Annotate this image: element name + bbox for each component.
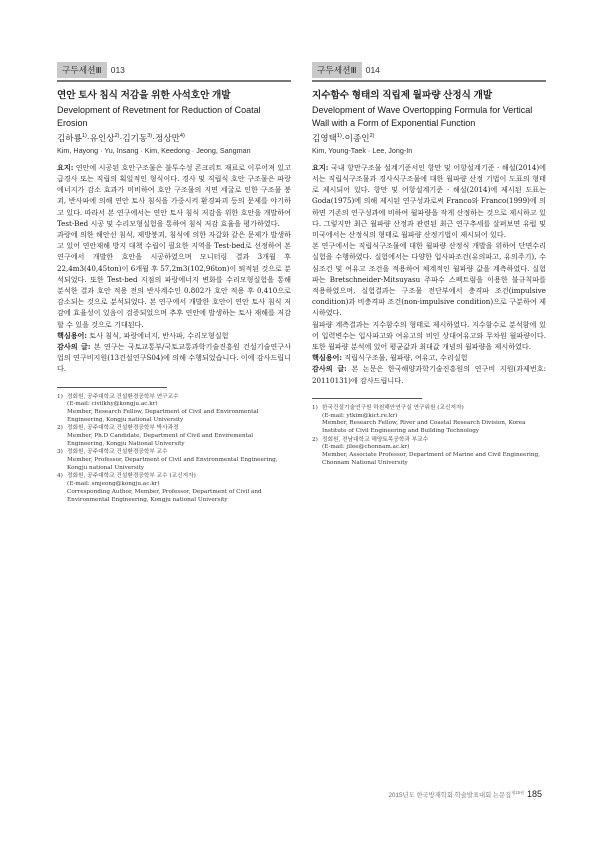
title-korean: 지수함수 형태의 직립제 월파량 산정식 개발	[312, 90, 493, 101]
footnote-line: 정회원, 공주대학교 건설환경공학부 연구교수	[67, 393, 179, 400]
author-name: 유인상	[89, 132, 115, 143]
session-header	[312, 58, 546, 78]
footnote-line: 한국건설기술연구원 하천해안연구실 연구위원 (교신저자)	[322, 404, 464, 411]
footnote-line: 정회원, 공주대학교 건설환경공학부 교수	[67, 449, 168, 456]
acknowledgement-label: 감사의 글:	[312, 364, 347, 374]
footnote	[57, 394, 291, 425]
page-footer	[389, 789, 542, 799]
keywords	[57, 330, 291, 341]
abstract-paragraph	[57, 162, 291, 229]
footnote-number: 1)	[312, 404, 318, 411]
right-article	[312, 58, 546, 468]
footnote	[312, 437, 546, 468]
footnote-line: 정회원, 공주대학교 건설환경공학부 박사과정	[67, 425, 179, 432]
article-body	[312, 162, 546, 386]
abstract-text: 연안에 시공된 호안구조물은 불투수성 콘크리트 재료로 이루어져 있고 급경사 또는 직립의 획일적인 형식이다. 경사 및 직립식 호안 구조물은 파랑에너지가 감소 효과가 미비하여 호안 구조물의 지면 세굴로 인한 구조물 붕괴, 반사파에 의해 연안 토사 침식을 가중시켜 환경파괴 등의 문제를 야기하고 있다. 따라서 본 연구에서는 연안 토사 침식 저감을 위한 호안을 개발하여 Test-Bed 시공 및 수리모형실험을 통하여 침식 저감 효율을 평가하였다.	[57, 162, 291, 228]
footnote-rule	[57, 387, 167, 388]
abstract-label: 요지:	[57, 162, 74, 172]
keywords-text: 토사 침식, 파랑에너지, 반사파, 수리모형실험	[87, 330, 229, 340]
acknowledgement-text: 본 연구는 국토교통부/국토교통과학기술진흥원 건설기술연구사업의 연구비지원(13건설연구S04)에 의해 수행되었습니다. 이에 감사드립니다.	[57, 342, 291, 374]
footnote-line: Member, Professor, Department of Civil and Environmental Engineering, Kongju national University	[67, 457, 278, 471]
author-name: 정상만	[155, 132, 180, 143]
footnote-number: 2)	[312, 436, 318, 443]
author-affiliation-marker: 2)	[114, 132, 120, 139]
left-article	[57, 58, 291, 505]
abstract-paragraph: 과랑에 의한 해안선 침식, 제방붕괴, 침식에 의한 자갈화 같은 문제가 발생하고 있어 연안재해 방지 대책 수립이 필요한 지역을 Test-bed로 선정하여 본 연구에서 개발한 호안을 시공하였으며 모니터링 결과 3개월 후 22,4m3(40,45ton)이 6개월 후 57,2m3(102,96ton)이 퇴적된 것으로 분석되었다. 또한 Test-bed 지점의 파랑에너지 변화를 수리모형실험을 통해 분석한 결과 호안 적용 전의 반사계수인 0.802가 호안 적용 후 0.410으로 감소되는 것으로 분석되었다. 본 연구에서 개발한 호안이 연안 토사 침식 저감에 효율성이 있음이 검증되었으며 추후 연안에 발생하는 토사 재해를 저감할 수 있을 것으로 기대된다.	[57, 229, 291, 329]
page-number: 185	[526, 789, 542, 799]
authors-korean: 김하룡$^{1)}$·유인상$^{2)}$·김기동$^{3)}$·정상만$^{4)}$	[57, 132, 185, 143]
footnote	[57, 449, 291, 472]
footnote-rule	[312, 398, 422, 399]
footnote-number: 2)	[57, 425, 63, 432]
footnote-number: 1)	[57, 393, 63, 400]
keywords-text: 직립식구조물, 월파량, 여유고, 수리실험	[342, 353, 468, 363]
footnote-number: 4)	[57, 473, 63, 480]
authors-korean: 김영택$^{1)}$·이종인$^{2)}$	[312, 132, 375, 143]
session-label: 구두세션Ⅲ	[57, 62, 107, 78]
author-affiliation-marker: 3)	[147, 132, 153, 139]
footnote-line: (E-mail: ytkim@kict.re.kr)	[322, 412, 398, 419]
author-affiliation-marker: 4)	[179, 132, 185, 139]
session-number: 013	[110, 65, 125, 75]
footnote-line: Member, Research Fellow, Department of Civil and Environmental Engineering, Kongju national University	[67, 408, 259, 423]
footnote-line: (E-mail: jilee@chonnam.ac.kr)	[322, 444, 410, 451]
footnote	[312, 405, 546, 436]
author-name: 김기동	[122, 132, 148, 143]
footnote-line: 정회원, 공주대학교 건설환경공학부 교수 (교신저자)	[67, 473, 196, 480]
footnotes	[57, 394, 291, 505]
abstract-label: 요지:	[312, 162, 329, 172]
session-header	[57, 58, 291, 78]
title-english: Development of Wave Overtopping Formula for Vertical Wall with a Form of Exponential Function	[312, 105, 533, 128]
acknowledgement-text: 본 논문은 한국해양과학기술진흥원의 연구비 지원(과제번호: 20110131)에 감사드립니다.	[312, 364, 546, 385]
abstract-paragraph: 본 연구에서는 직립식구조물에 대한 월파량 산정식 개발을 위하여 단면수리실험을 수행하였다. 실험에서는 다양한 입사파조건(유의파고, 유의주기), 수심조건 및 여유고 조건을 적용하여 체계적인 월파량 값을 계측하였다. 실험파는 Bretschneider-Mitsuyasu 주파수 스펙트럼을 이용한 불규칙파를 적용하였으며, 실험결과는 구조물 전단부에서 충격파 조건(impulsive condition)과 비충격파 조건(non-impulsive condition)으로 구분하여 제시하였다.	[312, 241, 546, 318]
footnote-line: Member, Research Fellow, River and Coastal Research Division, Korea Institute of Civil Engineering and Building Technology	[322, 420, 526, 434]
acknowledgement	[57, 341, 291, 375]
title-english: Development of Revetment for Reduction of Coatal Erosion	[57, 105, 261, 128]
footnote-line: (E-mail: civilkhy@kongju.ac.kr)	[67, 401, 158, 408]
authors-english: Kim, Hayong · Yu, Insang · Kim, Keedong · Jeong, Sangman	[57, 145, 251, 155]
abstract-paragraph: 월파량 계측결과는 지수함수의 형태로 제시하였다. 지수함수로 분석함에 있어 입력변수는 입사파고와 여유고의 비인 상대여유고와 무차원 월파량이다. 또한 월파량 분석에 있어 평균값과 최대값 개념의 월파량을 제시하였다.	[312, 319, 546, 351]
author-affiliation-marker: 1)	[81, 132, 87, 139]
authors-english: Kim, Young-Taek · Lee, Jong-In	[312, 145, 413, 155]
session-label: 구두세션Ⅲ	[312, 62, 362, 78]
footnote-line: (E-mail: smjeong@kongju.ac.kr)	[67, 481, 160, 488]
session-rule	[312, 80, 546, 82]
acknowledgement	[312, 363, 546, 385]
author-affiliation-marker: 1)	[336, 132, 342, 139]
author-name: 김하룡	[57, 132, 82, 143]
footnote-number: 3)	[57, 449, 63, 456]
session-rule	[57, 80, 291, 82]
footnote-line: Member, Associate Professor, Department of Marine and Civil Engineering, Chonnam National University	[322, 451, 540, 466]
acknowledgement-label: 감사의 글:	[57, 342, 91, 351]
author-name: 김영택	[312, 132, 337, 143]
session-number: 014	[365, 65, 380, 75]
footnotes	[312, 405, 546, 468]
title-korean: 연안 토사 침식 저감을 위한 사석호안 개발	[57, 90, 231, 101]
keywords-label: 핵심용어:	[57, 330, 88, 340]
footnote	[57, 473, 291, 504]
footnote-line: Member, Ph.D Candidate, Department of Civil and Enviremental Engineering, Kongju National University	[67, 433, 254, 447]
author-affiliation-marker: 2)	[369, 132, 375, 139]
footnote-line: 정회원, 전남대학교 해양토목공학과 부교수	[322, 436, 429, 443]
keywords	[312, 352, 546, 363]
abstract-paragraph	[312, 162, 546, 240]
author-name: 이종인	[344, 132, 370, 143]
proceedings-title: 2015년도 한국방재학회 학술발표대회 논문집	[388, 792, 512, 799]
footnote-line: Corresponding Author, Member, Professor, Department of Civil and Environmental Engineering, Kongju national University	[67, 488, 262, 503]
volume-label: 제15권	[511, 789, 524, 795]
keywords-label: 핵심용어:	[312, 353, 343, 363]
article-body	[57, 162, 291, 375]
footnote	[57, 425, 291, 448]
abstract-text: 국내 항만구조물 설계기준서인 항만 및 어항설계기준 · 해설(2014)에서는 직립식구조물과 경사식구조물에 대한 월파량 산정 기법이 도표의 형태로 제시되어 있다. 항만 및 어항설계기준 · 해설(2014)에 제시된 도표는 Goda(1975)에 의해 제시된 연구성과로써 Franco와 Franco(1999)에 의하면 기존의 연구성과에 비하여 월파량을 작게 산정하는 것으로 제시하고 있다. 그렇지만 최근 월파량 산정과 관련된 최근 연구추세를 살펴보면 유럽 및 미국에서는 산정식의 형태로 월파량 산정기법이 제시되어 있다.	[312, 162, 546, 239]
